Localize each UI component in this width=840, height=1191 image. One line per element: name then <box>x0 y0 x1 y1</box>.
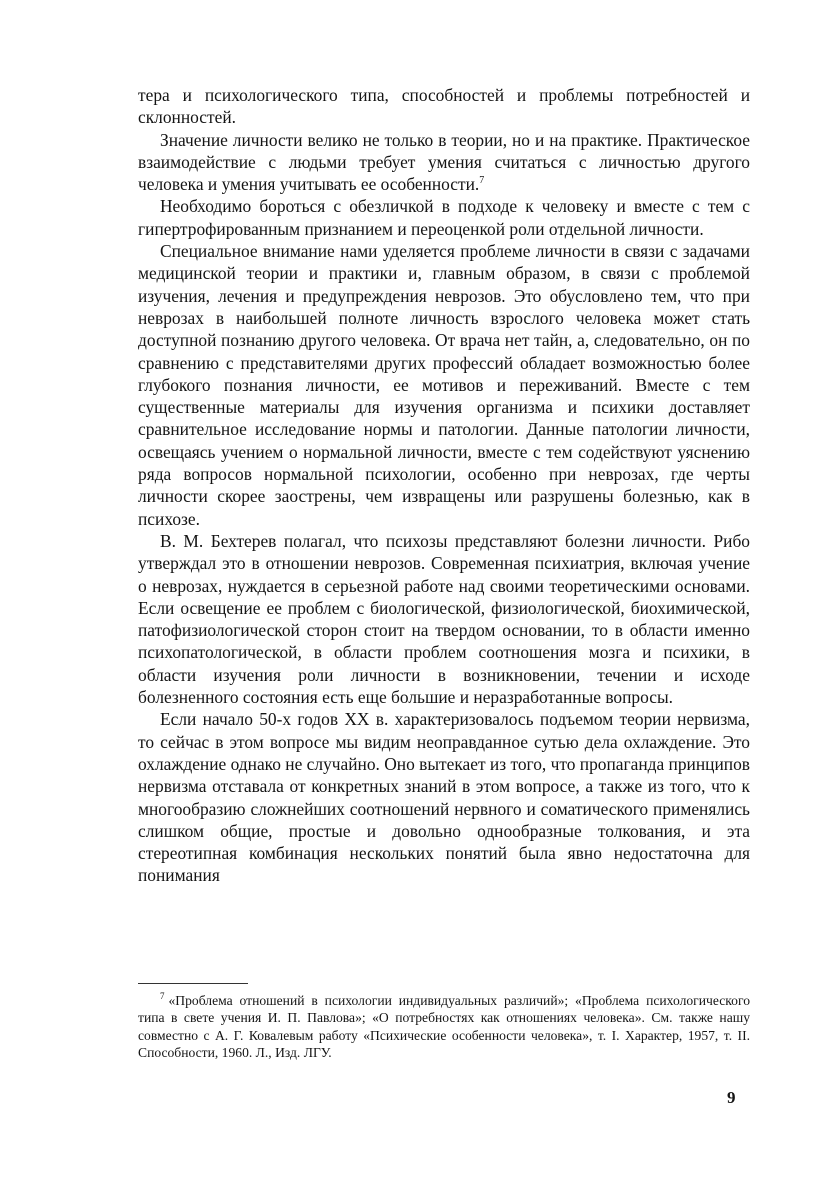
page-number: 9 <box>727 1088 736 1107</box>
footnote-text: «Проблема отношений в психологии индивидуальных различий»; «Проблема психологического типа в свете учения И. П. Павлова»; «О потребностях как отношениях человека». См. также нашу совместно с А. Г. Ковалевым работу «Психические особенности человека», т. I. Характер, 1957, т. II. Способности, 1960. Л., Изд. ЛГУ. <box>138 993 750 1061</box>
paragraph-1: тера и психологического типа, способностей и проблемы потребностей и склонностей. <box>138 85 750 128</box>
footnote <box>138 992 750 1062</box>
paragraph-2 <box>138 129 750 196</box>
paragraph-6: Если начало 50-х годов XX в. характеризовалось подъемом теории нервизма, то сейчас в этом вопросе мы видим неоправданное сутью дела охлаждение. Это охлаждение однако не случайно. Оно вытекает из того, что пропаганда принципов нервизма отставала от конкретных знаний в этом вопросе, а также из того, что к многообразию сложнейших соотношений нервного и соматического применялись слишком общие, простые и довольно однообразные толкования, и эта стереотипная комбинация нескольких понятий была явно недостаточна для понимания <box>138 709 750 886</box>
paragraph-4: Специальное внимание нами уделяется проблеме личности в связи с задачами медицинской теории и практики и, главным образом, в связи с проблемой изучения, лечения и предупреждения неврозов. Это обусловлено тем, что при неврозах в наибольшей полноте личность взрослого человека может стать доступной познанию другого человека. От врача нет тайн, а, следовательно, он по сравнению с представителями других профессий обладает возможностью более глубокого познания личности, ее мотивов и переживаний. Вместе с тем существенные материалы для изучения организма и психики доставляет сравнительное исследование нормы и патологии. Данные патологии личности, освещаясь учением о нормальной личности, вместе с тем содействуют уяснению ряда вопросов нормальной психологии, особенно при неврозах, где черты личности скорее заострены, чем извращены или разрушены болезнью, как в психозе. <box>138 241 750 529</box>
paragraph-2-text: Значение личности велико не только в теории, но и на практике. Практическое взаимодействие с людьми требует умения считаться с личностью другого человека и умения учитывать ее особенности. <box>138 129 750 195</box>
footnote-number: 7 <box>160 991 165 1002</box>
paragraph-5: В. М. Бехтерев полагал, что психозы представляют болезни личности. Рибо утверждал это в отношении неврозов. Современная психиатрия, включая учение о неврозах, нуждается в серьезной работе над своими теоретическими основами. Если освещение ее проблем с биологической, физиологической, биохимической, патофизиологической сторон стоит на твердом основании, то в области именно психопатологической, в области проблем соотношения мозга и психики, в области изучения роли личности в возникновении, течении и исходе болезненного состояния есть еще большие и неразработанные вопросы. <box>138 530 750 708</box>
paragraph-3: Необходимо бороться с обезличкой в подходе к человеку и вместе с тем с гипертрофированным признанием и переоценкой роли отдельной личности. <box>138 196 750 239</box>
footnote-reference: 7 <box>479 175 485 187</box>
main-text-block <box>138 84 750 887</box>
footnote-divider <box>138 983 248 984</box>
